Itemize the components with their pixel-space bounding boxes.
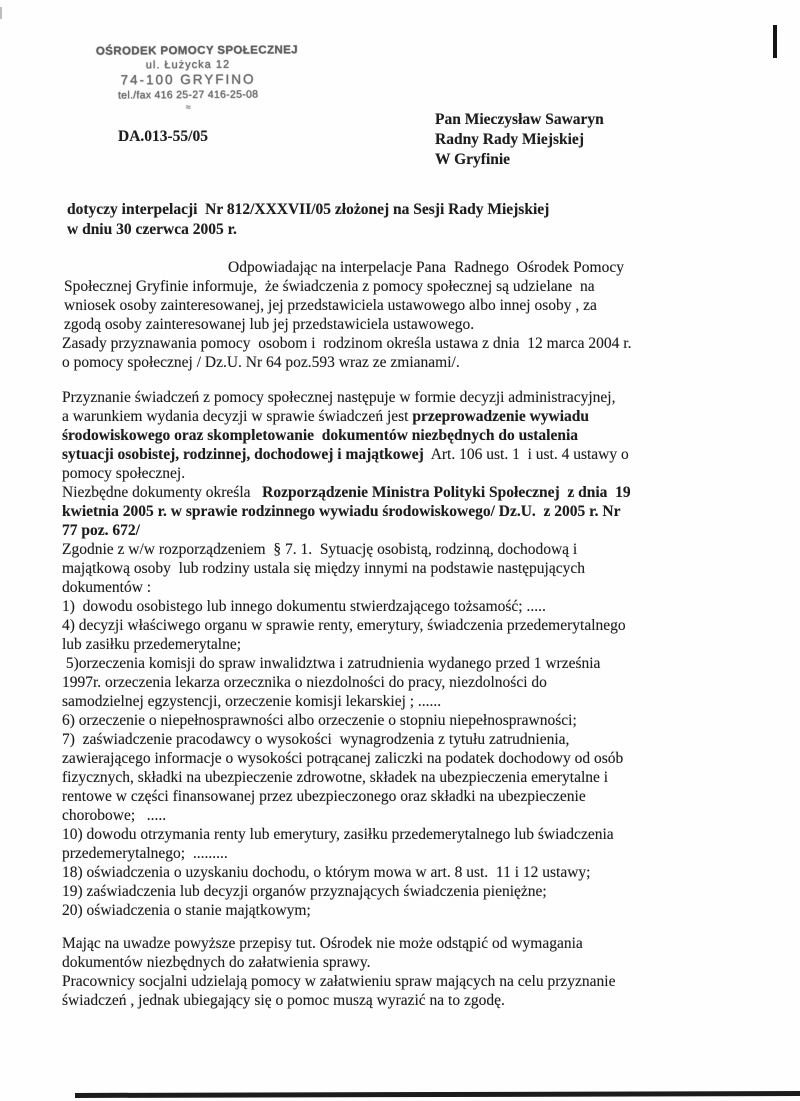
paragraph-segment: Przyznanie świadczeń z pomocy społecznej następuje w formie decyzji administracyjnej, a warunkiem wydania decyzji w sprawie świadczeń jest	[62, 389, 616, 425]
list-item: 18) oświadczenia o uzyskaniu dochodu, o którym mowa w art. 8 ust. 11 i 12 ustawy;	[62, 864, 591, 881]
scan-artifact-bottom-edge	[75, 1091, 800, 1098]
subject-line: dotyczy interpelacji Nr 812/XXXVII/05 złożonej na Sesji Rady Miejskiej w dniu 30 czerwca 2005 r.	[67, 201, 550, 238]
list-item: 5)orzeczenia komisji do spraw inwalidztwa i zatrudnienia wydanego przed 1 września 1997r. orzeczenia lekarza orzecznika o niezdolności do pracy, niezdolności do samodzielnej egzystencji, orzeczenie komisji lekarskiej ; ......	[62, 655, 601, 710]
list-item: 6) orzeczenie o niepełnosprawności albo orzeczenie o stopniu niepełnosprawności;	[62, 712, 577, 729]
list-item: 1) dowodu osobistego lub innego dokumentu stwierdzającego tożsamość; .....	[62, 598, 546, 615]
list-item: 19) zaświadczenia lub decyzji organów przyznających świadczenia pieniężne;	[62, 883, 547, 900]
stamp-org-name: OŚRODEK POMOCY SPOŁECZNEJ	[95, 44, 298, 58]
scan-artifact-top-left	[0, 7, 2, 19]
list-item: 10) dowodu otrzymania renty lub emerytury, zasiłku przedemerytalnego lub świadczenia przedemerytalnego; .........	[62, 826, 614, 862]
stamp-street: ul. Łużycka 12	[145, 58, 231, 72]
body-paragraph-rules: Zasady przyznawania pomocy osobom i rodzinom określa ustawa z dnia 12 marca 2004 r. o pomocy społecznej / Dz.U. Nr 64 poz.593 wraz ze zmianami/.	[62, 335, 632, 371]
sender-stamp	[95, 44, 298, 113]
list-item: 20) oświadczenia o stanie majątkowym;	[62, 902, 311, 919]
body-paragraph-opening: Odpowiadając na interpelacje Pana Radnego Ośrodek Pomocy Społecznej Gryfinie informuje, że świadczenia z pomocy społecznej są udzielane na wniosek osoby zainteresowanej, jej przedstawiciela ustawowego albo innej osoby , za zgodą osoby zainteresowanej lub jej przedstawiciela ustawowego.	[64, 259, 624, 333]
recipient-block	[435, 110, 604, 170]
paragraph-segment: Art. 106 ust. 1 i ust. 4 ustawy o pomocy społecznej.	[62, 446, 629, 482]
recipient-title: Radny Rady Miejskiej	[435, 131, 584, 148]
body-paragraph-according: Zgodnie z w/w rozporządzeniem § 7. 1. Sytuację osobistą, rodzinną, dochodową i majątkową osoby lub rodziny ustala się między innymi na podstawie następujących dokumentów :	[62, 541, 585, 596]
stamp-phone-line: tel./fax 416 25-27 416-25-08	[117, 88, 259, 102]
paragraph-segment-bold: przeprowadzenie wywiadu środowiskowego oraz skompletowanie dokumentów niezbędnych do ustalenia sytuacji osobistej, rodzinnej, dochodowej i majątkowej	[62, 408, 590, 463]
paragraph-segment: Niezbędne dokumenty określa	[62, 484, 263, 501]
recipient-name: Pan Mieczysław Sawaryn	[435, 111, 604, 128]
body-paragraph-closing: Mając na uwadze powyższe przepisy tut. Ośrodek nie może odstąpić od wymagania dokumentów niezbędnych do załatwienia sprawy. Pracownicy socjalni udzielają pomocy w załatwieniu spraw mających na celu przyznanie świadczeń , jednak ubiegający się o pomoc muszą wyrazić na to zgodę.	[62, 935, 616, 1009]
stamp-city-line: 74-100 GRYFINO	[120, 71, 256, 88]
scan-artifact-top-right	[773, 25, 777, 58]
body-paragraph-decision	[62, 388, 774, 483]
list-item: 7) zaświadczenie pracodawcy o wysokości wynagrodzenia z tytułu zatrudnienia, zawierającego informacje o wysokości potrącanej zaliczki na podatek dochodowy od osób fizycznych, składki na ubezpieczenie zdrowotne, składek na ubezpieczenia emerytalne i rentowe w części finansowanej przez ubezpieczonego oraz składki na ubezpieczenie chorobowe; .....	[62, 731, 624, 824]
recipient-city: W Gryfinie	[435, 151, 511, 168]
letter-body	[62, 258, 774, 1010]
body-paragraph-regulation	[62, 483, 774, 540]
reference-number: DA.013-55/05	[118, 128, 208, 145]
document-list	[62, 597, 774, 920]
list-item: 4) decyzji właściwego organu w sprawie renty, emerytury, świadczenia przedemerytalnego lub zasiłku przedemerytalne;	[62, 617, 626, 653]
stamp-small-mark: ≈	[185, 101, 191, 113]
paragraph-segment-bold: Rozporządzenie Ministra Polityki Społecznej z dnia 19 kwietnia 2005 r. w sprawie rodzinnego wywiadu środowiskowego/ Dz.U. z 2005 r. Nr 77 poz. 672/	[62, 484, 631, 539]
